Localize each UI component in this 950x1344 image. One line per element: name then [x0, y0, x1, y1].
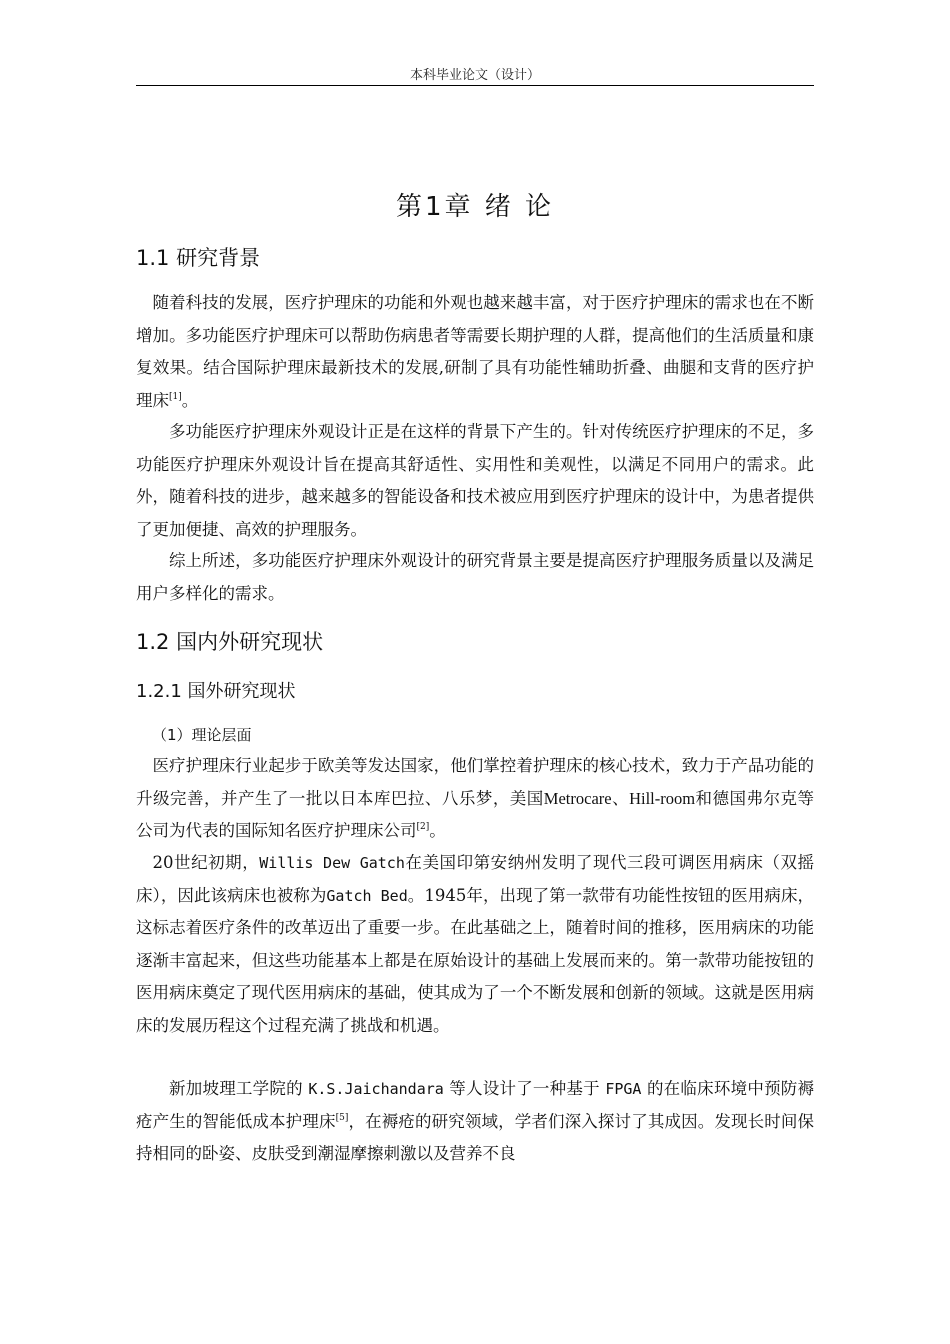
sub-item-theory: （1）理论层面	[152, 726, 252, 744]
citation-ref: [2]	[416, 822, 430, 832]
paragraph-end: 。	[429, 821, 446, 840]
paragraph-background-3: 综上所述，多功能医疗护理床外观设计的研究背景主要是提高医疗护理服务质量以及满足用户多样化的需求。	[136, 551, 814, 603]
paragraph-foreign-2	[136, 847, 814, 1042]
paragraph-background-2: 多功能医疗护理床外观设计正是在这样的背景下产生的。针对传统医疗护理床的不足，多功能医疗护理床外观设计旨在提高其舒适性、实用性和美观性，以满足不同用户的需求。此外，随着科技的进步，越来越多的智能设备和技术被应用到医疗护理床的设计中，为患者提供了更加便捷、高效的护理服务。	[136, 422, 814, 539]
paragraph-text: 。1945年，出现了第一款带有功能性按钮的医用病床，这标志着医疗条件的改革迈出了重要一步。在此基础之上，随着时间的推移，医用病床的功能逐渐丰富起来，但这些功能基本上都是在原始设计的基础上发展而来的。第一款带功能按钮的医用病床奠定了现代医用病床的基础，使其成为了一个不断发展和创新的领域。这就是医用病床的发展历程这个过程充满了挑战和机遇。	[136, 885, 814, 1035]
citation-ref: [5]	[335, 1112, 349, 1123]
paragraph-foreign-1	[136, 750, 814, 848]
paragraph-text: 和德国弗尔克等公司为代表的国际知名医疗护理床公司	[136, 788, 815, 840]
chapter-title: 第1章 绪 论	[395, 192, 555, 222]
paragraph-text: 的在临床环境中预防褥疮产生的智能低成本护理床	[136, 1079, 815, 1131]
citation-ref: [1]	[169, 391, 182, 402]
paragraph-text: 等人设计了一种基于	[449, 1079, 600, 1098]
paragraph-background-1	[136, 287, 814, 417]
running-header: 本科毕业论文（设计）	[409, 68, 540, 83]
section-heading-1-1: 1.1 研究背景	[136, 246, 261, 270]
subsection-heading-1-2-1: 1.2.1 国外研究现状	[136, 681, 296, 702]
company-names: Metrocare、Hill-room	[543, 788, 696, 808]
paragraph-text: 新加坡理工学院的	[169, 1079, 303, 1098]
paragraph-foreign-3	[136, 1073, 814, 1171]
paragraph-text: 在美国印第安纳州发明了现代三段可调医用病床（双摇床），因此该病床也被称为	[136, 853, 814, 905]
paragraph-text: 20世纪初期，	[152, 853, 260, 872]
bed-name: Gatch Bed	[326, 886, 408, 905]
paragraph-text: 医疗护理床行业起步于欧美等发达国家，他们掌控着护理床的核心技术，致力于产品功能的升级完善，并产生了一批以日本库巴拉、八乐梦，美国	[136, 756, 814, 808]
fpga-term: FPGA	[605, 1080, 642, 1098]
header-rule	[136, 85, 814, 86]
section-heading-1-2: 1.2 国内外研究现状	[136, 630, 324, 654]
paragraph-text: 随着科技的发展，医疗护理床的功能和外观也越来越丰富，对于医疗护理床的需求也在不断增加。多功能医疗护理床可以帮助伤病患者等需要长期护理的人群，提高他们的生活质量和康复效果。结合国际护理床最新技术的发展,研制了具有功能性辅助折叠、曲腿和支背的医疗护理床	[136, 293, 814, 410]
paragraph-text: ，在褥疮的研究领域，学者们深入探讨了其成因。发现长时间保持相同的卧姿、皮肤受到潮湿摩擦刺激以及营养不良	[136, 1111, 815, 1163]
researcher-name: K.S.Jaichandara	[308, 1080, 444, 1098]
inventor-name: Willis Dew Gatch	[259, 854, 405, 872]
paragraph-end: 。	[181, 390, 199, 410]
